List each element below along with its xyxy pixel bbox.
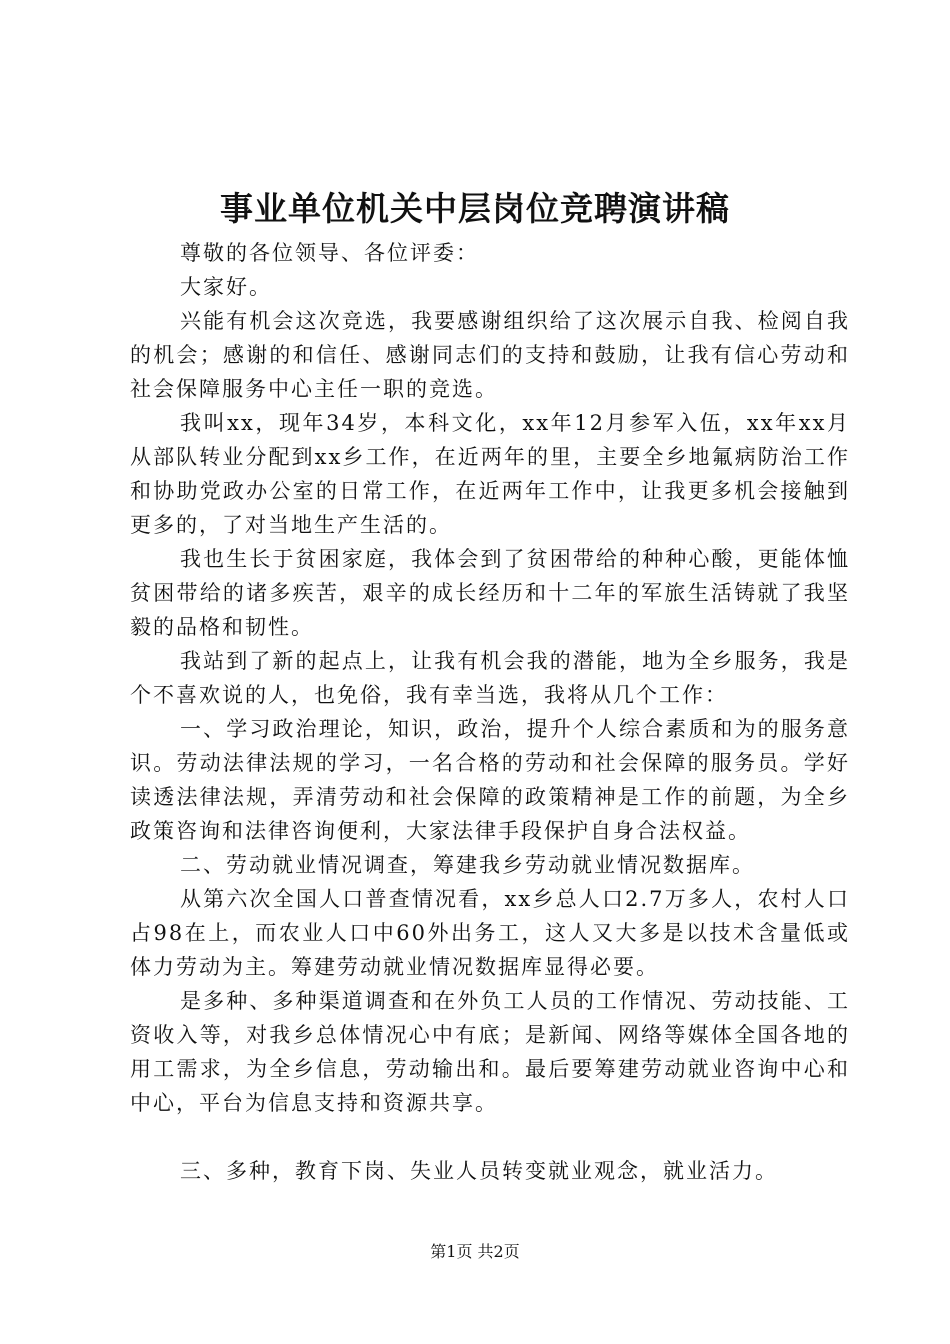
paragraph-commitment: 我站到了新的起点上，让我有机会我的潜能，地为全乡服务，我是个不喜欢说的人，也免俗，我有幸当选，我将从几个工作：	[130, 649, 850, 707]
document-body	[130, 236, 850, 1188]
paragraph-background: 我也生长于贫困家庭，我体会到了贫困带给的种种心酸，更能体恤贫困带给的诸多疾苦，艰辛的成长经历和十二年的军旅生活铸就了我坚毅的品格和韧性。	[130, 547, 850, 639]
document-title: 事业单位机关中层岗位竞聘演讲稿	[220, 189, 730, 228]
paragraph-introduction: 我叫xx，现年34岁，本科文化，xx年12月参军入伍，xx年xx月从部队转业分配到xx乡工作，在近两年的里，主要全乡地氟病防治工作和协助党政办公室的日常工作，在近两年工作中，让我更多机会接触到更多的，了对当地生产生活的。	[130, 411, 850, 537]
paragraph-salutation: 尊敬的各位领导、各位评委：	[180, 241, 479, 265]
page-number: 第1页 共2页	[430, 1242, 520, 1261]
paragraph-point-two: 二、劳动就业情况调查，筹建我乡劳动就业情况数据库。	[180, 853, 755, 877]
paragraph-thanks: 兴能有机会这次竞选，我要感谢组织给了这次展示自我、检阅自我的机会；感谢的和信任、感谢同志们的支持和鼓励，让我有信心劳动和社会保障服务中心主任一职的竞选。	[130, 309, 850, 401]
paragraph-point-one: 一、学习政治理论，知识，政治，提升个人综合素质和为的服务意识。劳动法律法规的学习，一名合格的劳动和社会保障的服务员。学好读透法律法规，弄清劳动和社会保障的政策精神是工作的前题，为全乡政策咨询和法律咨询便利，大家法律手段保护自身合法权益。	[130, 717, 850, 843]
paragraph-survey: 是多种、多种渠道调查和在外负工人员的工作情况、劳动技能、工资收入等，对我乡总体情况心中有底；是新闻、网络等媒体全国各地的用工需求，为全乡信息，劳动输出和。最后要筹建劳动就业咨询中心和中心，平台为信息支持和资源共享。	[130, 989, 850, 1115]
paragraph-point-three: 三、多种，教育下岗、失业人员转变就业观念，就业活力。	[180, 1159, 778, 1183]
paragraph-greeting: 大家好。	[180, 275, 272, 299]
paragraph-census: 从第六次全国人口普查情况看，xx乡总人口2.7万多人，农村人口占98在上，而农业人口中60外出务工，这人又大多是以技术含量低或体力劳动为主。筹建劳动就业情况数据库显得必要。	[130, 887, 850, 979]
